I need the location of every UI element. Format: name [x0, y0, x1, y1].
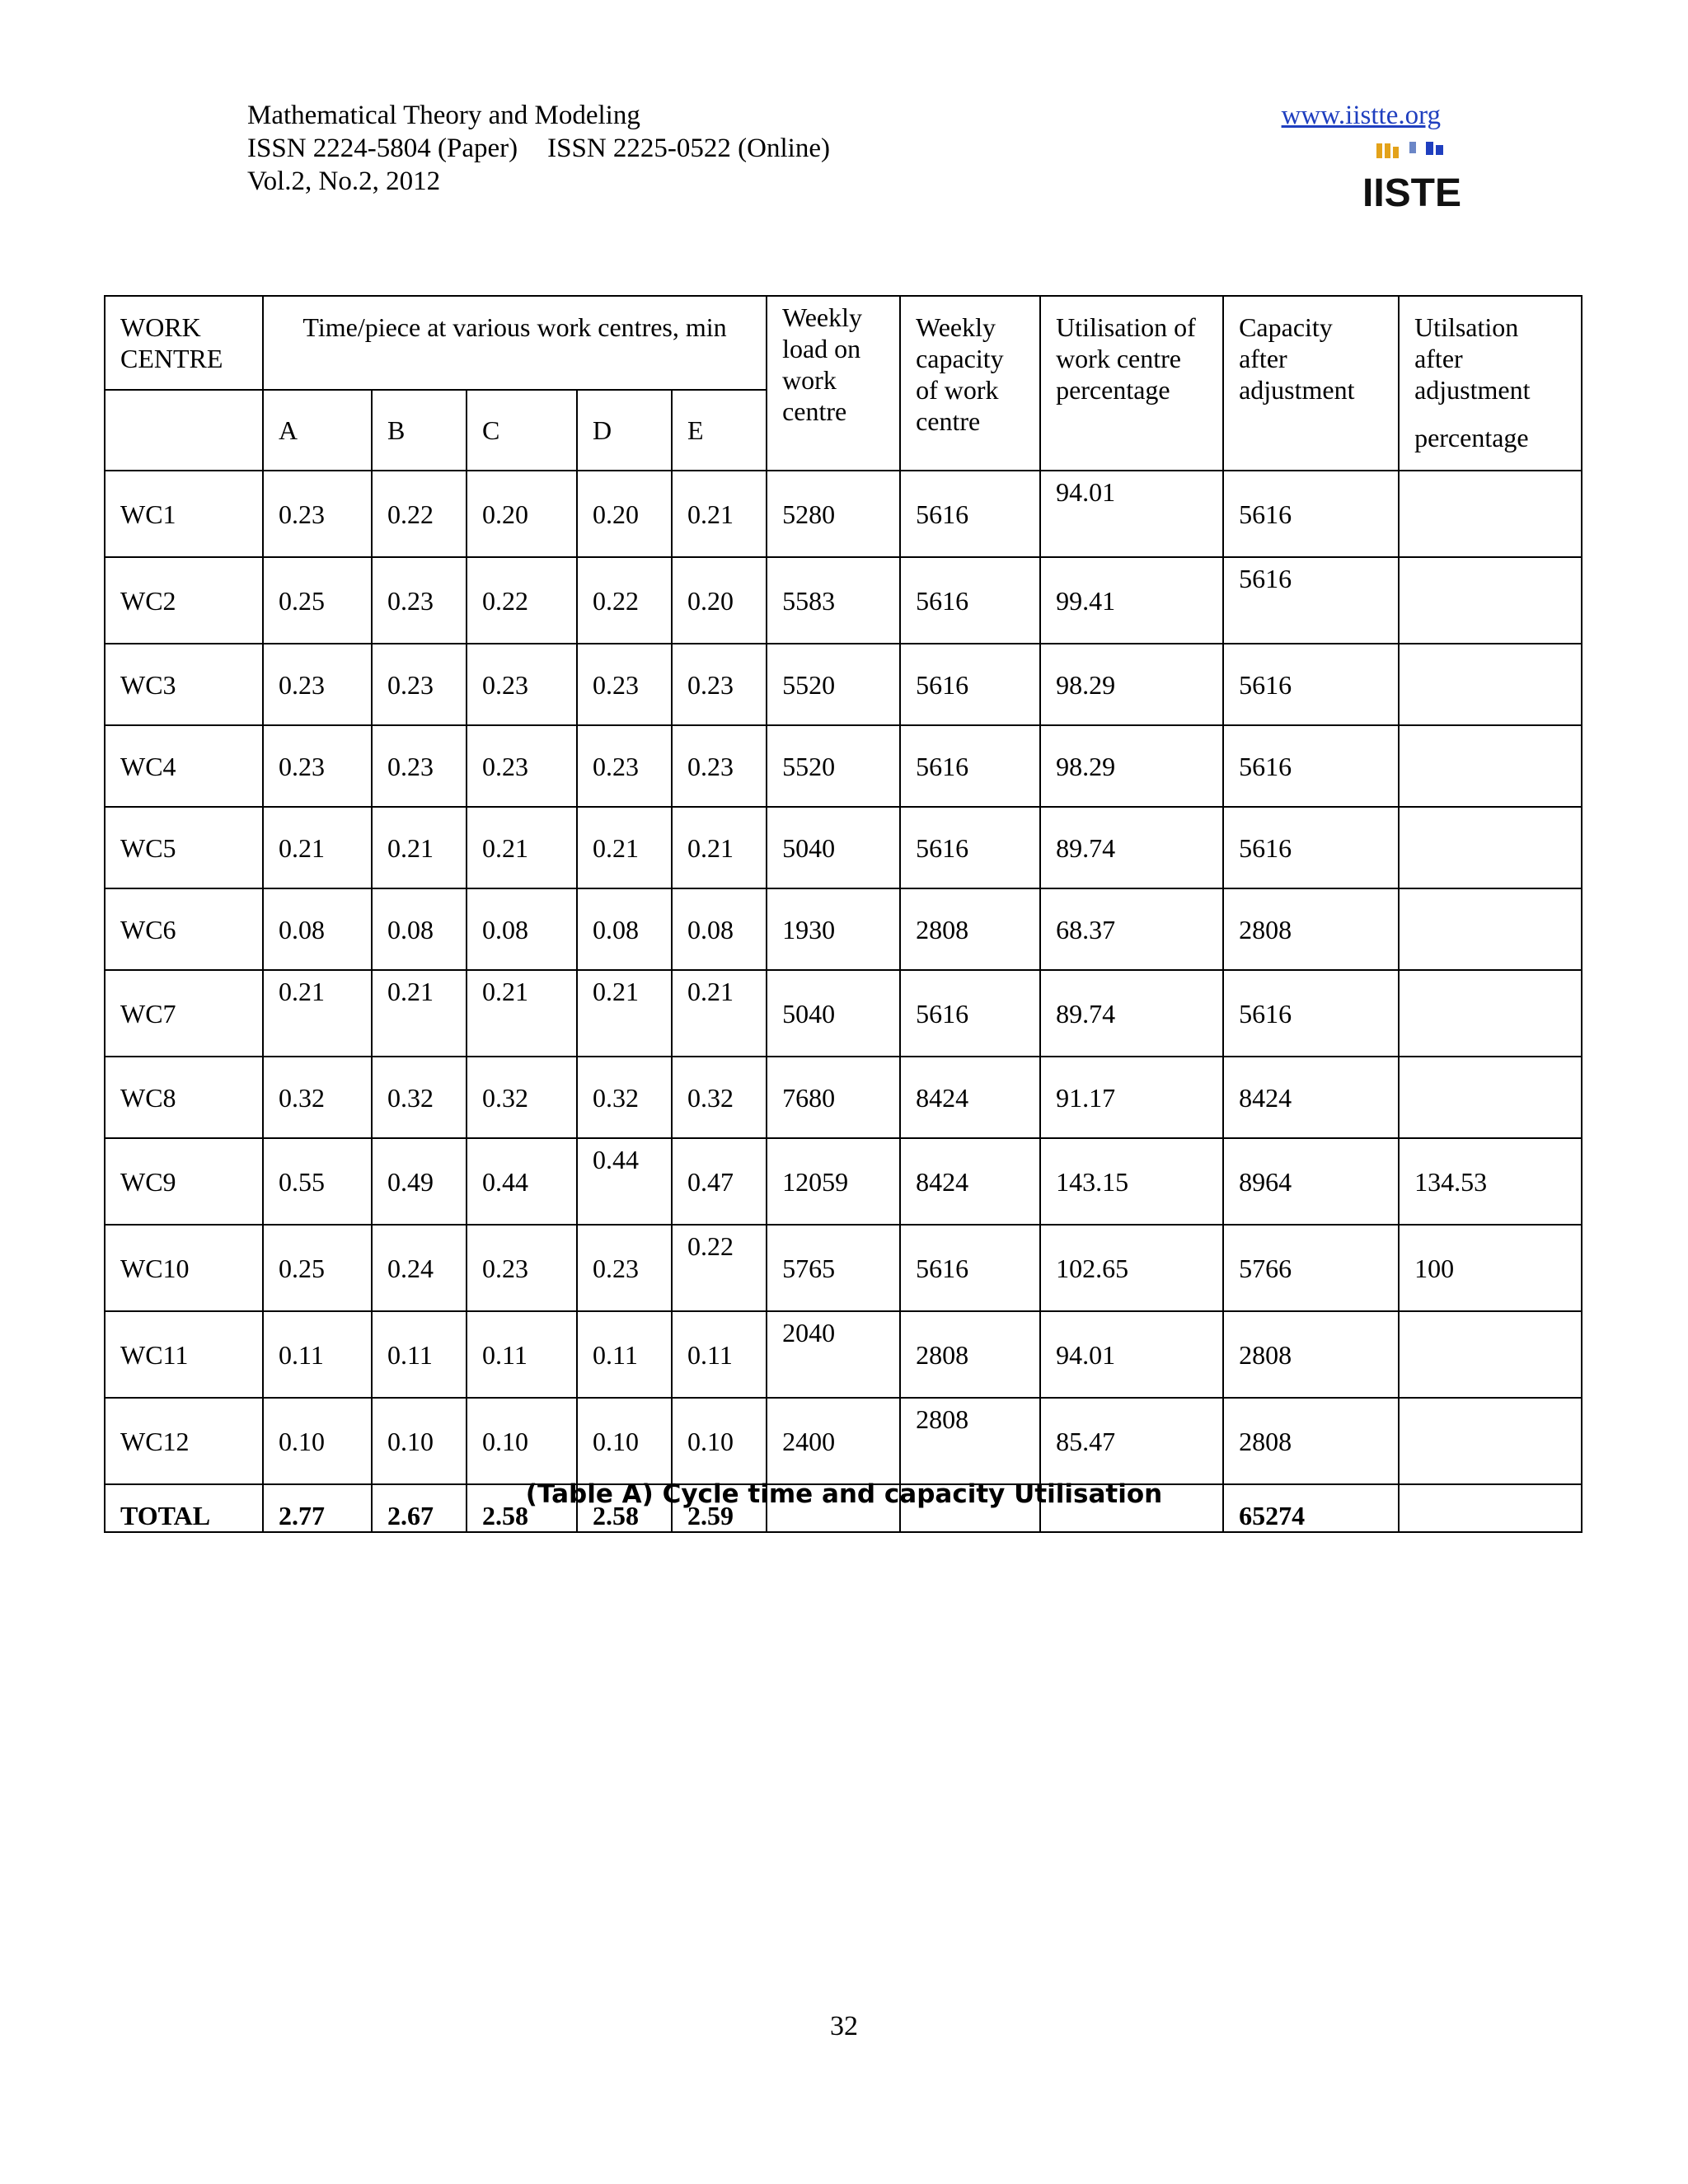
header-col-b: B	[372, 390, 467, 471]
cell-weekly-capacity: 2808	[900, 1311, 1040, 1398]
cell-work-centre: WC8	[105, 1057, 263, 1138]
cell-work-centre: WC2	[105, 557, 263, 644]
cell-time-b: 0.49	[372, 1138, 467, 1225]
cell-util-after	[1399, 1311, 1582, 1398]
table-row	[105, 557, 1582, 644]
total-time-d: 2.58	[577, 1484, 672, 1532]
cell-time-c: 0.44	[467, 1138, 577, 1225]
table-row	[105, 1225, 1582, 1311]
cell-utilisation: 98.29	[1040, 644, 1223, 725]
header-weekly-capacity: Weekly capacity of work centre	[900, 296, 1040, 471]
cell-time-e: 0.11	[672, 1311, 767, 1398]
cell-time-c: 0.23	[467, 725, 577, 807]
table-body	[105, 471, 1582, 1484]
cell-util-after	[1399, 807, 1582, 888]
cell-time-b: 0.11	[372, 1311, 467, 1398]
cell-utilisation: 91.17	[1040, 1057, 1223, 1138]
cell-utilisation: 143.15	[1040, 1138, 1223, 1225]
total-capacity-after: 65274	[1223, 1484, 1399, 1532]
cell-utilisation: 68.37	[1040, 888, 1223, 970]
cell-work-centre: WC5	[105, 807, 263, 888]
cell-time-b: 0.08	[372, 888, 467, 970]
cell-weekly-load: 5040	[767, 807, 900, 888]
table-row	[105, 970, 1582, 1057]
cell-util-after	[1399, 644, 1582, 725]
cell-util-after	[1399, 1398, 1582, 1484]
volume-info: Vol.2, No.2, 2012	[247, 166, 441, 196]
cell-weekly-load: 5765	[767, 1225, 900, 1311]
cell-time-c: 0.23	[467, 1225, 577, 1311]
header-util-after-label: Utilsation after adjustment	[1414, 312, 1531, 405]
cell-time-c: 0.23	[467, 644, 577, 725]
cell-work-centre: WC3	[105, 644, 263, 725]
header-work-centre: WORK CENTRE	[105, 296, 263, 390]
cell-time-b: 0.23	[372, 644, 467, 725]
table-row	[105, 1057, 1582, 1138]
cell-utilisation: 102.65	[1040, 1225, 1223, 1311]
header-col-d: D	[577, 390, 672, 471]
cell-time-c: 0.22	[467, 557, 577, 644]
cell-time-b: 0.22	[372, 471, 467, 557]
cell-weekly-capacity: 5616	[900, 644, 1040, 725]
cell-time-b: 0.23	[372, 725, 467, 807]
header-time-group: Time/piece at various work centres, min	[263, 296, 767, 390]
cell-time-a: 0.55	[263, 1138, 372, 1225]
cell-capacity-after: 8964	[1223, 1138, 1399, 1225]
cell-weekly-load: 12059	[767, 1138, 900, 1225]
cell-work-centre: WC9	[105, 1138, 263, 1225]
cell-time-c: 0.21	[467, 970, 577, 1057]
cell-time-e: 0.23	[672, 644, 767, 725]
cell-time-c: 0.20	[467, 471, 577, 557]
cell-capacity-after: 5766	[1223, 1225, 1399, 1311]
cell-util-after	[1399, 970, 1582, 1057]
cell-weekly-load: 5040	[767, 970, 900, 1057]
journal-title: Mathematical Theory and Modeling	[247, 101, 640, 130]
cell-weekly-load: 7680	[767, 1057, 900, 1138]
cell-weekly-capacity: 2808	[900, 1398, 1040, 1484]
cell-time-e: 0.10	[672, 1398, 767, 1484]
cell-work-centre: WC12	[105, 1398, 263, 1484]
cell-time-c: 0.10	[467, 1398, 577, 1484]
cell-util-after	[1399, 557, 1582, 644]
cell-time-d: 0.10	[577, 1398, 672, 1484]
header-col-c: C	[467, 390, 577, 471]
cell-weekly-load: 5280	[767, 471, 900, 557]
cell-weekly-capacity: 5616	[900, 557, 1040, 644]
cell-capacity-after: 2808	[1223, 888, 1399, 970]
cell-time-c: 0.32	[467, 1057, 577, 1138]
cell-time-e: 0.47	[672, 1138, 767, 1225]
cell-time-b: 0.21	[372, 970, 467, 1057]
cell-time-c: 0.08	[467, 888, 577, 970]
cell-weekly-capacity: 5616	[900, 725, 1040, 807]
capacity-table	[104, 295, 1582, 1533]
cell-utilisation: 98.29	[1040, 725, 1223, 807]
cell-time-d: 0.32	[577, 1057, 672, 1138]
header-util-after-pct: percentage	[1414, 423, 1529, 452]
cell-time-a: 0.23	[263, 644, 372, 725]
cell-time-c: 0.11	[467, 1311, 577, 1398]
cell-capacity-after: 5616	[1223, 807, 1399, 888]
total-time-a: 2.77	[263, 1484, 372, 1532]
cell-time-d: 0.44	[577, 1138, 672, 1225]
table-row	[105, 471, 1582, 557]
issn-line	[247, 132, 830, 165]
cell-work-centre: WC10	[105, 1225, 263, 1311]
cell-time-d: 0.20	[577, 471, 672, 557]
cell-time-a: 0.10	[263, 1398, 372, 1484]
cell-capacity-after: 5616	[1223, 557, 1399, 644]
cell-weekly-load: 2400	[767, 1398, 900, 1484]
cell-weekly-capacity: 8424	[900, 1057, 1040, 1138]
table-caption: (Table A) Cycle time and capacity Utilisation	[525, 1479, 1163, 1509]
cell-work-centre: WC4	[105, 725, 263, 807]
cell-util-after	[1399, 1057, 1582, 1138]
cell-time-b: 0.21	[372, 807, 467, 888]
cell-weekly-load: 5520	[767, 725, 900, 807]
cell-time-a: 0.21	[263, 807, 372, 888]
cell-capacity-after: 2808	[1223, 1311, 1399, 1398]
cell-utilisation: 94.01	[1040, 471, 1223, 557]
cell-time-d: 0.23	[577, 1225, 672, 1311]
cell-utilisation: 85.47	[1040, 1398, 1223, 1484]
cell-time-e: 0.21	[672, 970, 767, 1057]
cell-time-e: 0.22	[672, 1225, 767, 1311]
cell-capacity-after: 5616	[1223, 725, 1399, 807]
cell-capacity-after: 5616	[1223, 970, 1399, 1057]
table-row	[105, 644, 1582, 725]
page-number: 32	[830, 2011, 858, 2041]
total-work-centre: TOTAL	[105, 1484, 263, 1532]
cell-time-b: 0.10	[372, 1398, 467, 1484]
cell-weekly-capacity: 2808	[900, 888, 1040, 970]
total-time-b: 2.67	[372, 1484, 467, 1532]
cell-capacity-after: 5616	[1223, 644, 1399, 725]
cell-time-b: 0.32	[372, 1057, 467, 1138]
cell-time-a: 0.08	[263, 888, 372, 970]
cell-work-centre: WC11	[105, 1311, 263, 1398]
cell-weekly-capacity: 5616	[900, 1225, 1040, 1311]
logo-text: IISTE	[1362, 171, 1462, 215]
cell-util-after: 100	[1399, 1225, 1582, 1311]
cell-util-after	[1399, 888, 1582, 970]
cell-weekly-load: 5520	[767, 644, 900, 725]
header-capacity-after: Capacity after adjustment	[1223, 296, 1399, 471]
header-weekly-load: Weekly load on work centre	[767, 296, 900, 471]
table-row	[105, 807, 1582, 888]
header-col-a: A	[263, 390, 372, 471]
cell-capacity-after: 8424	[1223, 1057, 1399, 1138]
cell-utilisation: 89.74	[1040, 970, 1223, 1057]
cell-time-a: 0.21	[263, 970, 372, 1057]
cell-time-a: 0.23	[263, 471, 372, 557]
journal-header	[247, 99, 830, 198]
cell-time-e: 0.32	[672, 1057, 767, 1138]
cell-time-a: 0.11	[263, 1311, 372, 1398]
cell-time-e: 0.23	[672, 725, 767, 807]
cell-work-centre: WC1	[105, 471, 263, 557]
cell-time-d: 0.22	[577, 557, 672, 644]
cell-time-d: 0.08	[577, 888, 672, 970]
cell-utilisation: 89.74	[1040, 807, 1223, 888]
cell-weekly-capacity: 5616	[900, 471, 1040, 557]
cell-weekly-load: 5583	[767, 557, 900, 644]
cell-weekly-load: 2040	[767, 1311, 900, 1398]
cell-time-d: 0.23	[577, 644, 672, 725]
header-col-e: E	[672, 390, 767, 471]
cell-time-e: 0.20	[672, 557, 767, 644]
cell-time-e: 0.08	[672, 888, 767, 970]
total-time-c: 2.58	[467, 1484, 577, 1532]
cell-time-d: 0.11	[577, 1311, 672, 1398]
cell-work-centre: WC7	[105, 970, 263, 1057]
website-link[interactable]: www.iistte.org	[1281, 101, 1441, 130]
cell-time-c: 0.21	[467, 807, 577, 888]
cell-time-e: 0.21	[672, 807, 767, 888]
header-utilisation: Utilisation of work centre percentage	[1040, 296, 1223, 471]
cell-time-d: 0.21	[577, 807, 672, 888]
cell-util-after	[1399, 471, 1582, 557]
cell-capacity-after: 5616	[1223, 471, 1399, 557]
cell-weekly-capacity: 8424	[900, 1138, 1040, 1225]
table-row	[105, 1311, 1582, 1398]
table-row	[105, 1398, 1582, 1484]
cell-utilisation: 94.01	[1040, 1311, 1223, 1398]
table-row	[105, 725, 1582, 807]
cell-time-d: 0.23	[577, 725, 672, 807]
cell-time-a: 0.25	[263, 557, 372, 644]
issn-online: ISSN 2225-0522 (Online)	[547, 134, 830, 163]
cell-time-b: 0.23	[372, 557, 467, 644]
cell-utilisation: 99.41	[1040, 557, 1223, 644]
issn-paper: ISSN 2224-5804 (Paper)	[247, 134, 518, 163]
cell-time-a: 0.25	[263, 1225, 372, 1311]
cell-capacity-after: 2808	[1223, 1398, 1399, 1484]
cell-weekly-load: 1930	[767, 888, 900, 970]
iiste-logo	[1362, 140, 1462, 215]
cell-util-after: 134.53	[1399, 1138, 1582, 1225]
cell-time-d: 0.21	[577, 970, 672, 1057]
total-time-e: 2.59	[672, 1484, 767, 1532]
cell-weekly-capacity: 5616	[900, 970, 1040, 1057]
cell-time-b: 0.24	[372, 1225, 467, 1311]
header-util-after	[1399, 296, 1582, 471]
cell-util-after	[1399, 725, 1582, 807]
cell-time-a: 0.32	[263, 1057, 372, 1138]
table-row	[105, 888, 1582, 970]
cell-work-centre: WC6	[105, 888, 263, 970]
header-blank	[105, 390, 263, 471]
cell-time-e: 0.21	[672, 471, 767, 557]
cell-weekly-capacity: 5616	[900, 807, 1040, 888]
cell-time-a: 0.23	[263, 725, 372, 807]
table-row	[105, 1138, 1582, 1225]
